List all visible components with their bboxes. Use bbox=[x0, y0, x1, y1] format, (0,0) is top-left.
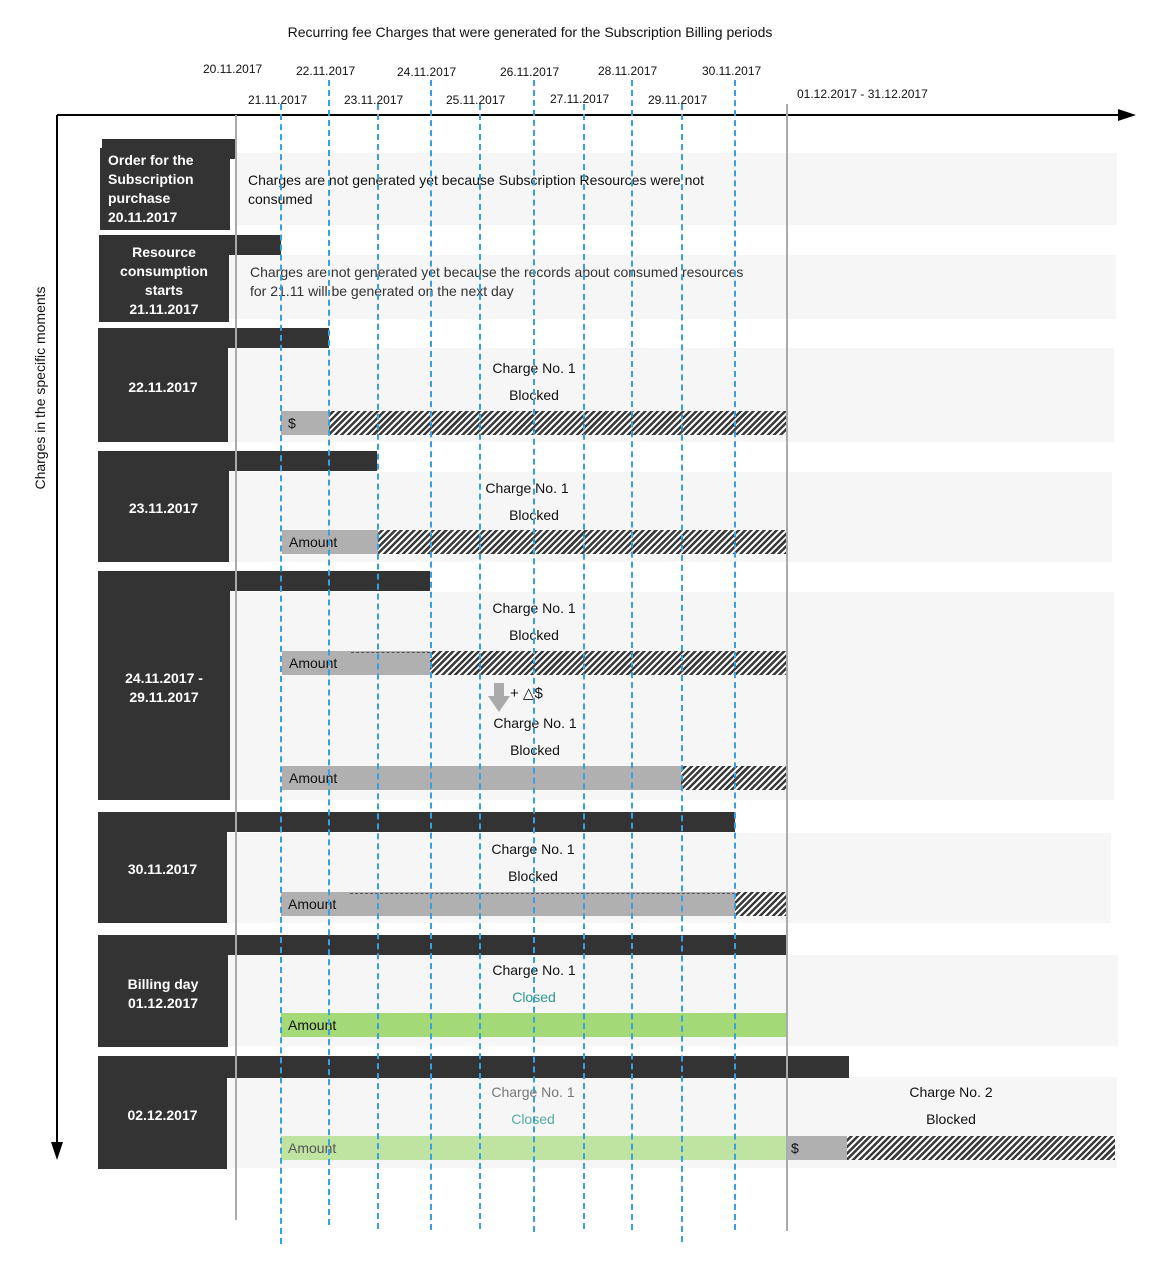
down-arrow-icon bbox=[487, 683, 511, 713]
increment-marker bbox=[350, 893, 735, 894]
charge-status: Blocked bbox=[509, 627, 559, 643]
charge-amount-bar: $ bbox=[787, 1136, 847, 1160]
charge-status: Blocked bbox=[509, 387, 559, 403]
row-label-dec2: 02.12.2017 bbox=[98, 1062, 227, 1169]
charge-amount-bar: Amount bbox=[282, 766, 681, 790]
charge-name: Charge No. 1 bbox=[491, 1084, 575, 1100]
row-label-24-29: 24.11.2017 - 29.11.2017 bbox=[98, 575, 230, 800]
date-label: 28.11.2017 bbox=[598, 64, 658, 78]
charge-status: Blocked bbox=[926, 1111, 976, 1127]
diagram-title: Recurring fee Charges that were generated for the Subscription Billing periods bbox=[287, 24, 773, 40]
row-label-order: Order for the Subscription purchase 20.11.2017 bbox=[100, 148, 230, 230]
amount-increase-label: + △$ bbox=[510, 685, 543, 702]
date-label: 29.11.2017 bbox=[648, 93, 708, 107]
date-label: 23.11.2017 bbox=[344, 93, 404, 107]
row-label-consumption: Resource consumption starts 21.11.2017 bbox=[99, 240, 229, 322]
day-line bbox=[631, 80, 633, 1230]
time-axis-arrow bbox=[1118, 109, 1136, 121]
charge-name: Charge No. 1 bbox=[493, 715, 577, 731]
charge-name: Charge No. 1 bbox=[492, 600, 576, 616]
charge-amount-bar: $ bbox=[281, 411, 329, 435]
date-label: 30.11.2017 bbox=[702, 64, 762, 78]
date-label: 24.11.2017 bbox=[397, 65, 457, 79]
period-end-line bbox=[786, 104, 788, 1231]
day-line bbox=[734, 80, 736, 1230]
date-label: 21.11.2017 bbox=[248, 93, 308, 107]
charge-name: Charge No. 1 bbox=[492, 360, 576, 376]
day-line bbox=[533, 80, 535, 1232]
date-label: 27.11.2017 bbox=[550, 92, 610, 106]
day-line bbox=[280, 104, 282, 1244]
charge-status: Blocked bbox=[510, 742, 560, 758]
charge-amount-bar: Amount bbox=[282, 651, 430, 675]
day-line bbox=[681, 104, 683, 1242]
day-line bbox=[377, 104, 379, 1229]
charge-name: Charge No. 1 bbox=[492, 962, 576, 978]
charge-status: Blocked bbox=[509, 507, 559, 523]
row-note: Charges are not generated yet because the records about consumed resources for 21.11 will be generated on the next day bbox=[250, 264, 744, 299]
closed-charge-bar: Amount bbox=[281, 1136, 787, 1160]
remaining-period-bar bbox=[847, 1136, 1115, 1160]
period-label: 01.12.2017 - 31.12.2017 bbox=[797, 87, 928, 101]
remaining-period-bar bbox=[329, 411, 787, 435]
day-line bbox=[328, 80, 330, 1225]
row-note: Charges are not generated yet because Subscription Resources were not consumed bbox=[248, 172, 705, 207]
date-label: 20.11.2017 bbox=[203, 62, 263, 76]
charge-name: Charge No. 1 bbox=[491, 841, 575, 857]
row-label-billing: Billing day 01.12.2017 bbox=[98, 940, 228, 1047]
date-label: 25.11.2017 bbox=[446, 93, 506, 107]
increment-marker bbox=[351, 652, 430, 653]
date-label: 26.11.2017 bbox=[500, 65, 560, 79]
charge-name: Charge No. 2 bbox=[909, 1084, 993, 1100]
closed-charge-bar: Amount bbox=[281, 1013, 787, 1037]
charge-status: Blocked bbox=[508, 868, 558, 884]
charge-status: Closed bbox=[511, 1111, 555, 1127]
y-axis-label: Charges in the specific moments bbox=[32, 286, 48, 490]
charge-name: Charge No. 1 bbox=[485, 480, 569, 496]
moments-axis-arrow bbox=[51, 1142, 63, 1160]
remaining-period-bar bbox=[735, 892, 786, 916]
period-start-line bbox=[235, 115, 237, 1220]
row-label-23: 23.11.2017 bbox=[98, 455, 229, 562]
charge-amount-bar: Amount bbox=[282, 530, 378, 554]
row-label-30: 30.11.2017 bbox=[98, 816, 227, 923]
row-label-22: 22.11.2017 bbox=[98, 333, 228, 442]
day-line bbox=[583, 104, 585, 1229]
charge-amount-bar: Amount bbox=[281, 892, 735, 916]
date-label: 22.11.2017 bbox=[296, 64, 356, 78]
day-line bbox=[479, 104, 481, 1229]
charge-status: Closed bbox=[512, 989, 556, 1005]
day-line bbox=[430, 80, 432, 1230]
